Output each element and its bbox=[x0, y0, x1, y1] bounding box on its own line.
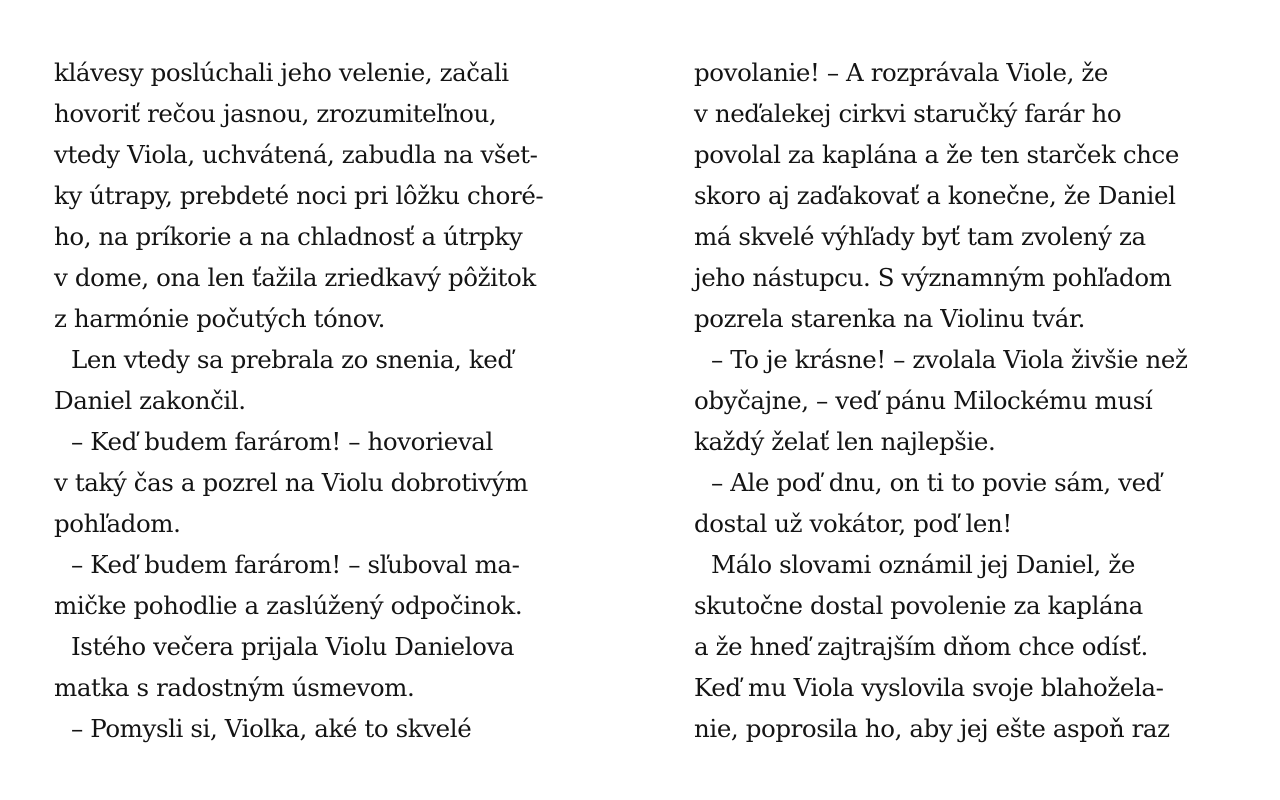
text-line: klávesy poslúchali jeho velenie, začali bbox=[54, 58, 509, 87]
text-line: dostal už vokátor, poď len! bbox=[694, 509, 1012, 538]
text-line: nie, poprosila ho, aby jej ešte aspoň raz bbox=[694, 714, 1170, 743]
left-page-column bbox=[54, 52, 614, 749]
text-line: povolanie! – A rozprávala Viole, že bbox=[694, 58, 1108, 87]
dialogue-line: – Keď budem farárom! – sľuboval ma- bbox=[71, 550, 520, 579]
text-line: povolal za kaplána a že ten starček chce bbox=[694, 140, 1179, 169]
text-line: v neďalekej cirkvi staručký farár ho bbox=[694, 99, 1122, 128]
text-line: obyčajne, – veď pánu Milockému musí bbox=[694, 386, 1153, 415]
text-line: matka s radostným úsmevom. bbox=[54, 673, 415, 702]
text-line: pohľadom. bbox=[54, 509, 181, 538]
paragraph-start-line: Málo slovami oznámil jej Daniel, že bbox=[711, 550, 1135, 579]
text-line: ho, na príkorie a na chladnosť a útrpky bbox=[54, 222, 523, 251]
paragraph-start-line: Len vtedy sa prebrala zo snenia, keď bbox=[71, 345, 513, 374]
text-line: v taký čas a pozrel na Violu dobrotivým bbox=[54, 468, 528, 497]
text-line: Keď mu Viola vyslovila svoje blahožela- bbox=[694, 673, 1164, 702]
text-line: mičke pohodlie a zaslúžený odpočinok. bbox=[54, 591, 523, 620]
text-line: a že hneď zajtrajším dňom chce odísť. bbox=[694, 632, 1148, 661]
text-line: skutočne dostal povolenie za kaplána bbox=[694, 591, 1143, 620]
text-line: skoro aj zaďakovať a konečne, že Daniel bbox=[694, 181, 1176, 210]
text-line: z harmónie počutých tónov. bbox=[54, 304, 386, 333]
text-line: každý želať len najlepšie. bbox=[694, 427, 996, 456]
dialogue-line: – Keď budem farárom! – hovorieval bbox=[71, 427, 493, 456]
paragraph-start-line: Istého večera prijala Violu Danielova bbox=[71, 632, 515, 661]
text-line: Daniel zakončil. bbox=[54, 386, 246, 415]
text-line: v dome, ona len ťažila zriedkavý pôžitok bbox=[54, 263, 536, 292]
dialogue-line: – To je krásne! – zvolala Viola živšie než bbox=[711, 345, 1188, 374]
text-line: vtedy Viola, uchvátená, zabudla na všet- bbox=[54, 140, 538, 169]
text-line: hovoriť rečou jasnou, zrozumiteľnou, bbox=[54, 99, 497, 128]
right-page-column bbox=[694, 52, 1254, 749]
text-line: jeho nástupcu. S významným pohľadom bbox=[694, 263, 1172, 292]
text-line: má skvelé výhľady byť tam zvolený za bbox=[694, 222, 1146, 251]
dialogue-line: – Pomysli si, Violka, aké to skvelé bbox=[71, 714, 472, 743]
text-line: ky útrapy, prebdeté noci pri lôžku choré- bbox=[54, 181, 544, 210]
dialogue-line: – Ale poď dnu, on ti to povie sám, veď bbox=[711, 468, 1161, 497]
text-line: pozrela starenka na Violinu tvár. bbox=[694, 304, 1085, 333]
